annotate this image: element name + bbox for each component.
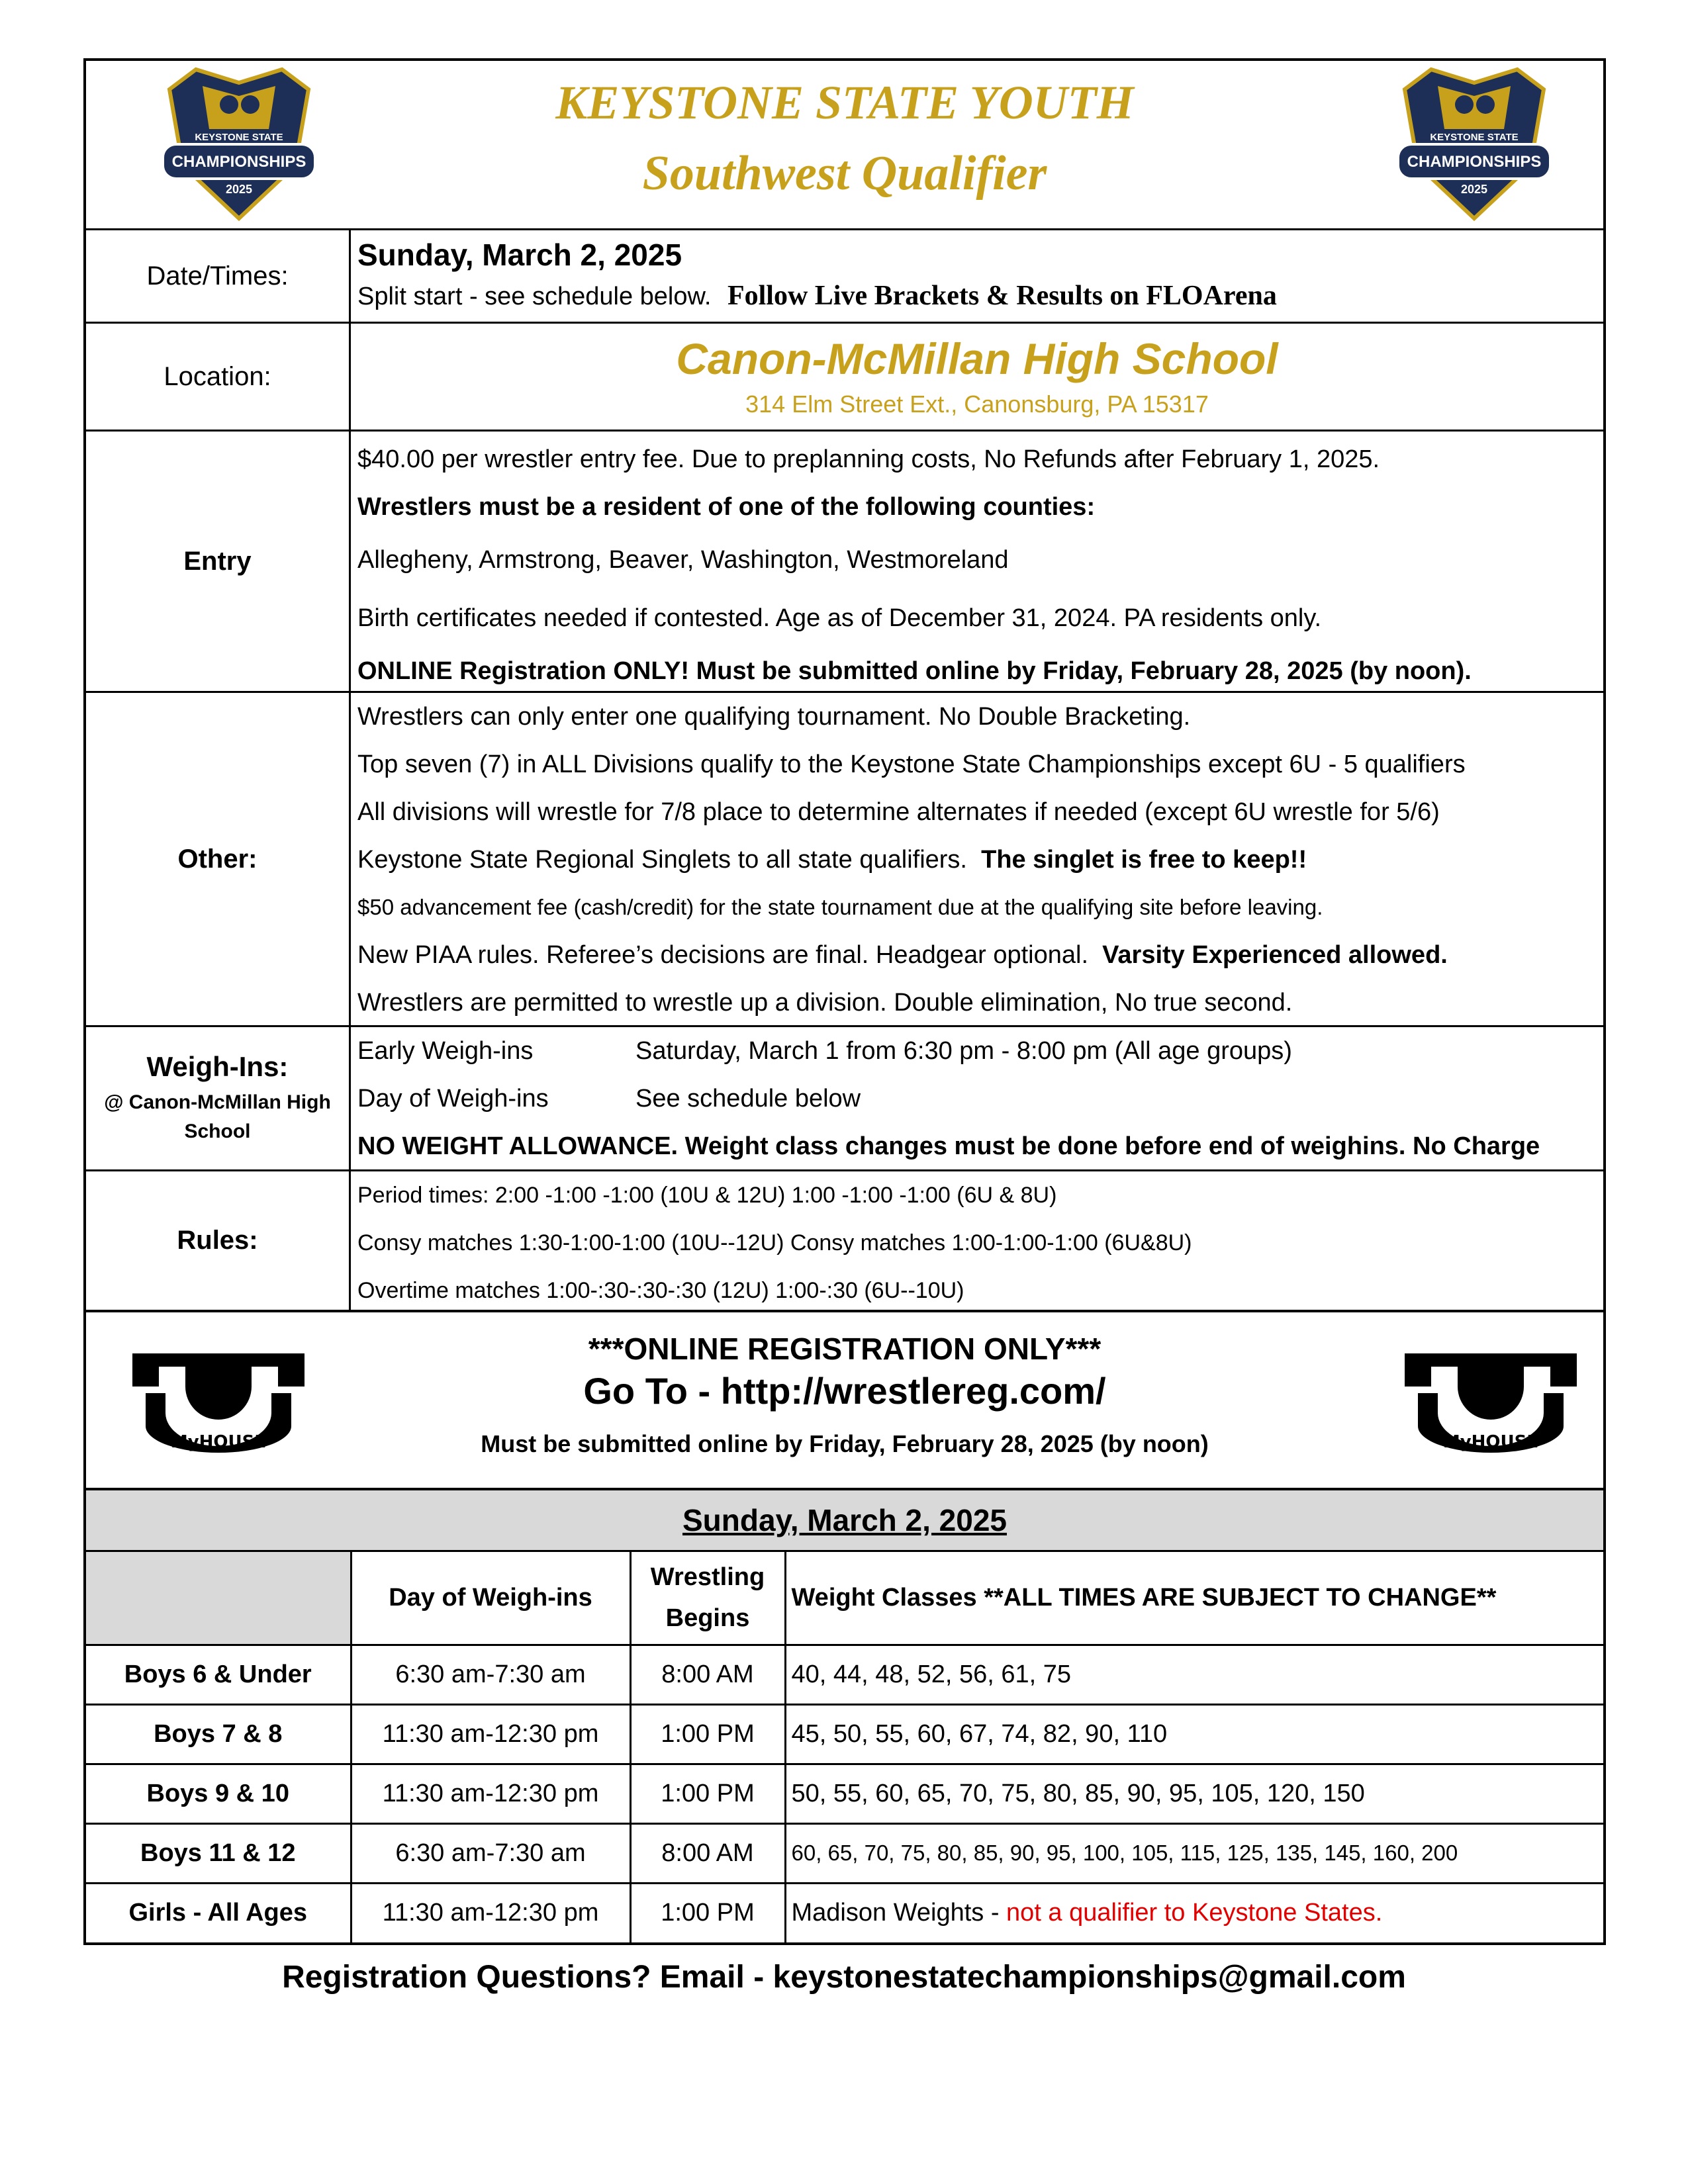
title-line2: Southwest Qualifier: [642, 146, 1047, 201]
weighins-label-cell: [86, 1027, 351, 1169]
row-begins: 8:00 AM: [630, 1823, 785, 1883]
weighins-sublabel: @ Canon-McMillan High School: [104, 1091, 331, 1142]
championships-logo-right: [1385, 66, 1564, 225]
row-classes: 45, 50, 55, 60, 67, 74, 82, 90, 110: [785, 1704, 1603, 1764]
date-times-row: [86, 230, 1603, 324]
other-line-5: $50 advancement fee (cash/credit) for the state tournament due at the qualifying site before leaving.: [357, 895, 1323, 919]
schedule-title: [86, 1490, 1603, 1552]
table-row: [86, 1823, 1603, 1883]
other-label: Other:: [86, 693, 351, 1025]
row-category: Boys 7 & 8: [86, 1704, 351, 1764]
schedule-header-blank: [86, 1552, 351, 1645]
row-category: Boys 9 & 10: [86, 1764, 351, 1823]
other-line-3: All divisions will wrestle for 7/8 place to determine alternates if needed (except 6U wrestle for 5/6): [357, 798, 1440, 826]
logo-text-main: CHAMPIONSHIPS: [1407, 153, 1542, 171]
row-begins: 1:00 PM: [630, 1764, 785, 1823]
footer-contact: Registration Questions? Email - keystonestatechampionships@gmail.com: [282, 1960, 1406, 1995]
other-line-7: Wrestlers are permitted to wrestle up a division. Double elimination, No true second.: [357, 989, 1293, 1017]
entry-label: Entry: [86, 432, 351, 691]
table-row: [86, 1883, 1603, 1942]
day-weighins-label: Day of Weigh-ins: [357, 1085, 549, 1113]
singlet-free-text: The singlet is free to keep!!: [981, 846, 1307, 874]
logo-text-main: CHAMPIONSHIPS: [171, 153, 306, 171]
other-row: [86, 693, 1603, 1027]
row-begins: 1:00 PM: [630, 1704, 785, 1764]
myhouse-text: MyHOUSE: [1442, 1432, 1539, 1452]
birth-cert-line: Birth certificates needed if contested. Age as of December 31, 2024. PA residents only.: [357, 604, 1322, 632]
row-category: Girls - All Ages: [86, 1883, 351, 1942]
logo-text-year: 2025: [1460, 183, 1488, 196]
schedule-date: Sunday, March 2, 2025: [682, 1503, 1008, 1537]
early-weighins-label: Early Weigh-ins: [357, 1037, 534, 1065]
entry-fee-line: $40.00 per wrestler entry fee. Due to preplanning costs, No Refunds after February 1, 2025.: [357, 445, 1380, 473]
table-row: [86, 1645, 1603, 1704]
logo-text-year: 2025: [225, 183, 253, 196]
row-weighins: 6:30 am-7:30 am: [351, 1645, 630, 1704]
table-row: [86, 1704, 1603, 1764]
location-row: [86, 324, 1603, 432]
consy-matches-line: Consy matches 1:30-1:00-1:00 (10U--12U) Consy matches 1:00-1:00-1:00 (6U&8U): [357, 1230, 1192, 1255]
table-row: [86, 1764, 1603, 1823]
myhouse-text: MyHOUSE: [170, 1432, 267, 1452]
piaa-rules-text: New PIAA rules. Referee’s decisions are final. Headgear optional.: [357, 941, 1089, 969]
varsity-text: Varsity Experienced allowed.: [1102, 941, 1448, 969]
early-weighins-line: [357, 1027, 1597, 1075]
logo-text-top: KEYSTONE STATE: [1430, 132, 1519, 143]
flyer-frame: [83, 58, 1606, 1945]
row-classes-cell: [785, 1883, 1603, 1942]
other-line-6: [357, 931, 1597, 979]
schedule-table: [86, 1552, 1603, 1942]
row-category: Boys 11 & 12: [86, 1823, 351, 1883]
floarena-link[interactable]: Follow Live Brackets & Results on FLOArena: [727, 281, 1277, 311]
row-weighins: 11:30 am-12:30 pm: [351, 1704, 630, 1764]
other-line-1: Wrestlers can only enter one qualifying tournament. No Double Bracketing.: [357, 703, 1191, 731]
date-times-label: Date/Times:: [86, 230, 351, 322]
flyer-header: [86, 61, 1603, 230]
header-classes: Weight Classes **ALL TIMES ARE SUBJECT TO CHANGE**: [785, 1552, 1603, 1645]
entry-row: [86, 432, 1603, 693]
row-classes: Madison Weights -: [791, 1899, 1007, 1927]
singlets-text: Keystone State Regional Singlets to all state qualifiers.: [357, 846, 967, 874]
location-label: Location:: [86, 324, 351, 430]
other-line-2: Top seven (7) in ALL Divisions qualify to the Keystone State Championships except 6U - 5 qualifiers: [357, 751, 1466, 778]
wrestlereg-link[interactable]: Go To - http://wrestlereg.com/: [583, 1370, 1106, 1412]
row-classes: 50, 55, 60, 65, 70, 75, 80, 85, 90, 95, 105, 120, 150: [785, 1764, 1603, 1823]
other-line-4: [357, 836, 1597, 884]
row-classes: 60, 65, 70, 75, 80, 85, 90, 95, 100, 105, 115, 125, 135, 145, 160, 200: [785, 1823, 1603, 1883]
row-classes: 40, 44, 48, 52, 56, 61, 75: [785, 1645, 1603, 1704]
row-begins: 8:00 AM: [630, 1645, 785, 1704]
counties-line: Allegheny, Armstrong, Beaver, Washington, Westmoreland: [357, 546, 1009, 574]
row-weighins: 11:30 am-12:30 pm: [351, 1764, 630, 1823]
myhouse-logo-right: [1398, 1347, 1583, 1453]
weighins-row: [86, 1027, 1603, 1171]
school-address: 314 Elm Street Ext., Canonsburg, PA 15317: [745, 390, 1209, 418]
header-begins: Wrestling Begins: [630, 1552, 785, 1645]
schedule-header-row: [86, 1552, 1603, 1645]
not-qualifier-note: not a qualifier to Keystone States.: [1006, 1899, 1383, 1927]
row-category: Boys 6 & Under: [86, 1645, 351, 1704]
row-begins: 1:00 PM: [630, 1883, 785, 1942]
day-weighins-line: [357, 1075, 1597, 1122]
period-times-line: Period times: 2:00 -1:00 -1:00 (10U & 12U) 1:00 -1:00 -1:00 (6U & 8U): [357, 1183, 1057, 1208]
header-weighins: Day of Weigh-ins: [351, 1552, 630, 1645]
school-name: Canon-McMillan High School: [676, 334, 1278, 383]
event-date: Sunday, March 2, 2025: [357, 238, 682, 272]
early-weighins-value: Saturday, March 1 from 6:30 pm - 8:00 pm (All age groups): [635, 1037, 1292, 1065]
registration-banner: [86, 1312, 1603, 1490]
online-only-heading: ***ONLINE REGISTRATION ONLY***: [588, 1332, 1102, 1366]
rules-row: [86, 1171, 1603, 1312]
split-start-note: Split start - see schedule below.: [357, 283, 712, 310]
weighins-label: Weigh-Ins:: [146, 1050, 289, 1082]
row-weighins: 11:30 am-12:30 pm: [351, 1883, 630, 1942]
residency-line: Wrestlers must be a resident of one of the following counties:: [357, 493, 1096, 521]
online-registration-line: ONLINE Registration ONLY! Must be submitted online by Friday, February 28, 2025 (by noon).: [357, 657, 1472, 685]
rules-label: Rules:: [86, 1171, 351, 1310]
logo-text-top: KEYSTONE STATE: [195, 132, 283, 143]
day-weighins-value: See schedule below: [635, 1085, 861, 1113]
submission-deadline: Must be submitted online by Friday, February 28, 2025 (by noon): [481, 1430, 1209, 1457]
overtime-line: Overtime matches 1:00-:30-:30-:30 (12U) 1:00-:30 (6U--10U): [357, 1278, 964, 1303]
weight-allowance-line: NO WEIGHT ALLOWANCE. Weight class changes must be done before end of weighins. No Charge: [357, 1132, 1540, 1160]
row-weighins: 6:30 am-7:30 am: [351, 1823, 630, 1883]
title-line1: KEYSTONE STATE YOUTH: [555, 76, 1134, 129]
